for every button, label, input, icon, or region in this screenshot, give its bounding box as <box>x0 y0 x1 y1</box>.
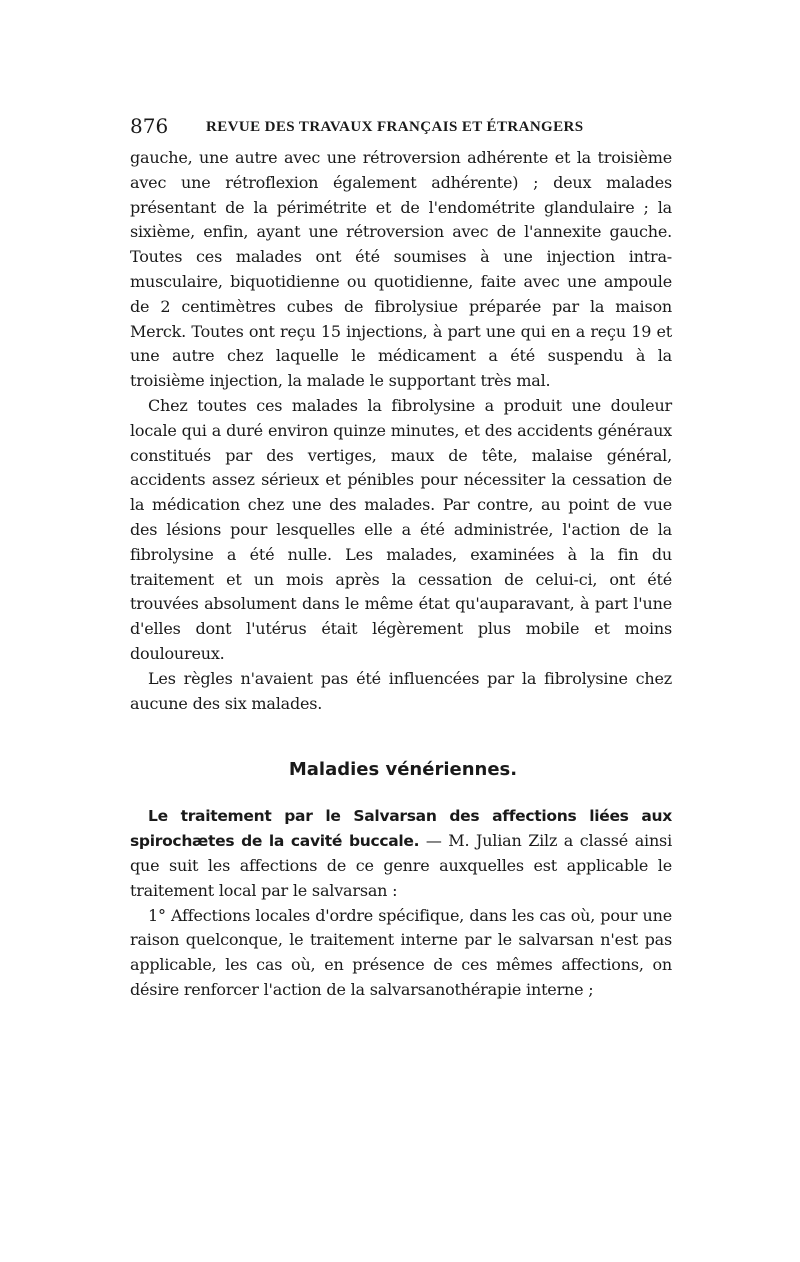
list-item: 1° Affections locales d'ordre spécifique, dans les cas où, pour une raison quelconque, le traitement interne par le salvarsan n'est pas applicable, les cas où, en présence de ces mêmes affections, on désire renforcer l'action de la salvarsanothérapie interne ; <box>130 905 672 999</box>
body-paragraph: gauche, une autre avec une rétroversion adhérente et la troisième avec une rétroflexion également adhérente) ; deux malades présentant de la périmétrite et de l'endométrite glandulaire ; la sixième, enfin, ayant une rétroversion avec de l'annexite gauche. Toutes ces malades ont été soumises à une injection intra-musculaire, biquotidienne ou quotidienne, faite avec une ampoule de 2 centimètres cubes de fibrolysiue préparée par la maison Merck. Toutes ont reçu 15 injections, à part une qui en a reçu 19 et une autre chez laquelle le médicament a été suspendu à la troisième injection, la malade le supportant très mal. <box>130 148 672 391</box>
body-paragraph: Les règles n'avaient pas été influencées par la fibrolysine chez aucune des six malades. <box>130 668 672 713</box>
running-head <box>130 112 672 140</box>
article-lead-title: Le traitement par le Salvarsan des affections liées aux spirochætes de la cavité buccale. <box>130 807 672 851</box>
running-title: REVUE DES TRAVAUX FRANÇAIS ET ÉTRANGERS <box>206 119 584 135</box>
body-paragraph: Chez toutes ces malades la fibrolysine a produit une douleur locale qui a duré environ quinze minutes, et des accidents généraux constitués par des vertiges, maux de tête, malaise général, accidents assez sérieux et pénibles pour nécessiter la cessation de la médication chez une des malades. Par contre, au point de vue des lésions pour lesquelles elle a été administrée, l'action de la fibrolysine a été nulle. Les malades, examinées à la fin du traitement et un mois après la cessation de celui-ci, ont été trouvées absolument dans le même état qu'auparavant, à part l'une d'elles dont l'utérus était légèrement plus mobile et moins douloureux. <box>130 395 672 663</box>
page-number: 876 <box>130 114 169 138</box>
article-paragraph <box>130 804 672 903</box>
article-intro-text: — M. Julian Zilz a classé ainsi que suit les affections de ce genre auxquelles est applicable le traitement local par le salvarsan : <box>130 831 672 900</box>
page <box>130 112 672 1003</box>
section-heading: Maladies vénériennes. <box>288 759 518 781</box>
